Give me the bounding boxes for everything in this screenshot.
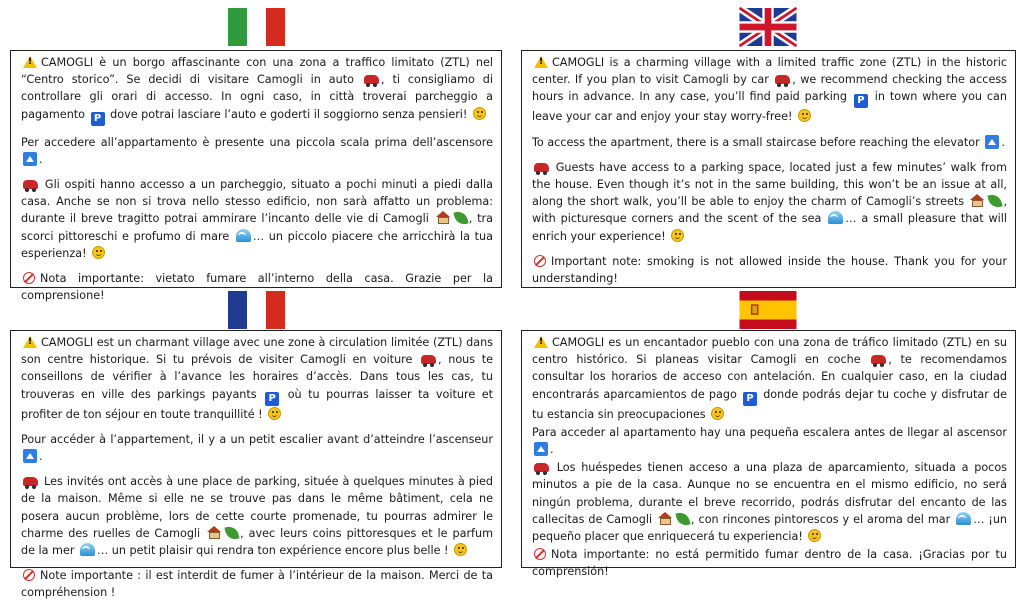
warning-icon [23, 336, 37, 348]
no-smoking-icon [534, 255, 546, 267]
parking-paragraph [21, 176, 493, 262]
access-paragraph [21, 134, 493, 168]
elevator-icon [534, 442, 548, 456]
herb-icon [988, 193, 1003, 210]
intro-text-2: , we recommend checking the access hours in advance. In any case, you’ll find paid parking [532, 73, 1008, 104]
parking-text-3: … un piccolo piacere che arricchirà la tua esperienza! [21, 229, 493, 260]
parking-text-3: … a small pleasure that will enrich your experience! [532, 212, 1008, 243]
smile-icon [268, 407, 281, 420]
parking-text: Guests have access to a parking space, located just a few minutes’ walk from the house. Even though it’s not in the same building, this won’t be an issue at all, along the short walk, you’ll be able to enjoy the charm of Camogli’s streets [532, 160, 1008, 209]
intro-paragraph [21, 54, 493, 126]
car-icon [871, 355, 886, 364]
intro-text-3: in town where you can leave your car and enjoy your stay worry-free! [532, 90, 1007, 124]
smoking-note-text: Nota importante: no está permitido fumar dentro de la casa. ¡Gracias por tu comprensión! [532, 548, 1007, 579]
smoking-note-text: Note importante : il est interdit de fumer à l’intérieur de la maison. Merci de ta compréhension ! [21, 569, 493, 600]
spain-flag-icon [739, 291, 797, 329]
intro-text-2: , ti consigliamo di controllare gli orari di accesso. In ogni caso, in città troverai parcheggio a pagamento [21, 73, 493, 121]
access-text-end: . [39, 450, 43, 464]
no-smoking-icon [534, 548, 546, 560]
smile-icon [798, 109, 811, 122]
parking-text-2: , tra scorci pittoreschi e profumo di mare [21, 212, 493, 243]
intro-text: CAMOGLI is a charming village with a limited traffic zone (ZTL) in the historic center. If you plan to visit Camogli by car [532, 56, 1007, 87]
parking-icon: P [91, 112, 105, 126]
herb-icon [453, 210, 468, 227]
english-info-panel [521, 50, 1016, 288]
parking-text-3: … un petit plaisir qui rendra ton expérience encore plus belle ! [97, 544, 449, 558]
house-icon [658, 512, 673, 525]
intro-paragraph [532, 54, 1007, 126]
access-paragraph [532, 424, 1007, 458]
spanish-info-panel [521, 330, 1016, 579]
parking-paragraph [21, 473, 493, 559]
parking-text: Gli ospiti hanno accesso a un parcheggio, situato a pochi minuti a piedi dalla casa. Anche se non si trova nello stesso edificio, non sarà affatto un problema: durante il breve tragitto potrai ammirare l’incanto delle vie di Camogli [21, 178, 494, 226]
access-paragraph [532, 134, 1007, 151]
smile-icon [808, 529, 821, 542]
smoking-note-text: Nota importante: vietato fumare all’interno della casa. Grazie per la comprensione! [21, 272, 493, 303]
smoking-note-paragraph [21, 567, 493, 601]
intro-text-3: donde podrás dejar tu coche y disfrutar de tu estancia sin preocupaciones [532, 387, 1008, 421]
no-smoking-icon [23, 569, 35, 581]
smile-icon [473, 107, 486, 120]
access-text-end: . [39, 152, 43, 166]
french-info-panel [10, 330, 502, 600]
access-paragraph [21, 431, 493, 465]
wave-icon [236, 229, 251, 242]
no-smoking-icon [23, 272, 35, 284]
smile-icon [671, 229, 684, 242]
parking-icon: P [854, 94, 868, 108]
smoking-note-paragraph [532, 253, 1007, 287]
intro-paragraph [21, 334, 493, 423]
car-icon [534, 463, 549, 472]
intro-paragraph [532, 334, 1007, 423]
intro-text-3: dove potrai lasciare l’auto e goderti il soggiorno senza pensieri! [110, 107, 468, 121]
access-text-end: . [1001, 135, 1005, 149]
car-icon [364, 75, 379, 84]
warning-icon [534, 56, 548, 68]
house-icon [436, 211, 451, 224]
access-text-end: . [550, 443, 554, 457]
intro-text: CAMOGLI est un charmant village avec une zone à circulation limitée (ZTL) dans son centre historique. Si tu prévois de visiter Camogli en voiture [21, 336, 493, 367]
parking-text: Los huéspedes tienen acceso a una plaza de aparcamiento, situada a pocos minutos a pie de la casa. Aunque no se encuentra en el mismo edificio, no será ningún problema, durante el breve recorrido, podrás disfrutar del encanto de las callecitas de Camogli [532, 461, 1007, 526]
herb-icon [675, 511, 690, 528]
warning-icon [23, 56, 37, 68]
uk-flag-icon [739, 8, 797, 46]
italy-flag-icon [228, 8, 285, 46]
intro-text-2: , nous te conseillons de vérifier à l’avance les horaires d’accès. Dans tous les cas, tu trouveras en ville des parkings payants [21, 353, 493, 401]
elevator-icon [23, 449, 37, 463]
access-text: To access the apartment, there is a small staircase before reaching the elevator [532, 135, 980, 149]
parking-text-2: , con rincones pintorescos y el aroma del mar [691, 512, 951, 526]
car-icon [775, 75, 790, 84]
parking-paragraph [532, 459, 1007, 545]
smoking-note-text: Important note: smoking is not allowed inside the house. Thank you for your understanding! [532, 254, 1007, 286]
wave-icon [828, 211, 843, 224]
wave-icon [956, 512, 971, 525]
herb-icon [225, 525, 240, 542]
parking-icon: P [265, 392, 279, 406]
house-icon [970, 194, 985, 207]
italian-info-panel [10, 50, 502, 303]
smile-icon [711, 407, 724, 420]
warning-icon [534, 336, 548, 348]
access-text: Pour accéder à l’appartement, il y a un petit escalier avant d’atteindre l’ascenseur [21, 432, 493, 446]
intro-text-2: , te recomendamos consultar los horarios de acceso con antelación. En cualquier caso, en la ciudad encontrarás aparcamientos de pago [532, 353, 1007, 401]
smile-icon [454, 543, 467, 556]
parking-text-2: , avec leurs coins pittoresques et le parfum de la mer [21, 526, 493, 558]
car-icon [534, 163, 549, 172]
smoking-note-paragraph [532, 546, 1007, 580]
car-icon [23, 180, 38, 189]
car-icon [421, 355, 436, 364]
parking-paragraph [532, 159, 1007, 245]
intro-text: CAMOGLI è un borgo affascinante con una zona a traffico limitato (ZTL) nel “Centro storico”. Se decidi di visitare Camogli in auto [21, 56, 493, 87]
intro-text-3: où tu pourras laisser ta voiture et profiter de ton séjour en toute tranquillité ! [21, 387, 493, 421]
parking-icon: P [743, 392, 757, 406]
elevator-icon [985, 135, 999, 149]
intro-text: CAMOGLI es un encantador pueblo con una zona de tráfico limitado (ZTL) en su centro histórico. Si planeas visitar Camogli en coche [532, 336, 1007, 367]
parking-text: Les invités ont accès à une place de parking, située à quelques minutes à pied de la maison. Même si elle ne se trouve pas dans le même bâtiment, cela ne posera aucun problème, lors de cette courte promenade, tu pourras admirer le charme des ruelles de Camogli [21, 475, 493, 540]
elevator-icon [23, 152, 37, 166]
access-text: Per accedere all’appartamento è presente una piccola scala prima dell’ascensore [21, 135, 493, 149]
wave-icon [80, 543, 95, 556]
access-text: Para acceder al apartamento hay una pequeña escalera antes de llegar al ascensor [532, 425, 1007, 439]
house-icon [207, 526, 222, 539]
car-icon [23, 477, 38, 486]
parking-text-3: … ¡un pequeño placer que enriquecerá tu experiencia! [532, 512, 1007, 544]
smoking-note-paragraph [21, 270, 493, 304]
parking-text-2: , with picturesque corners and the scent of the sea [532, 195, 1007, 226]
smile-icon [92, 246, 105, 259]
